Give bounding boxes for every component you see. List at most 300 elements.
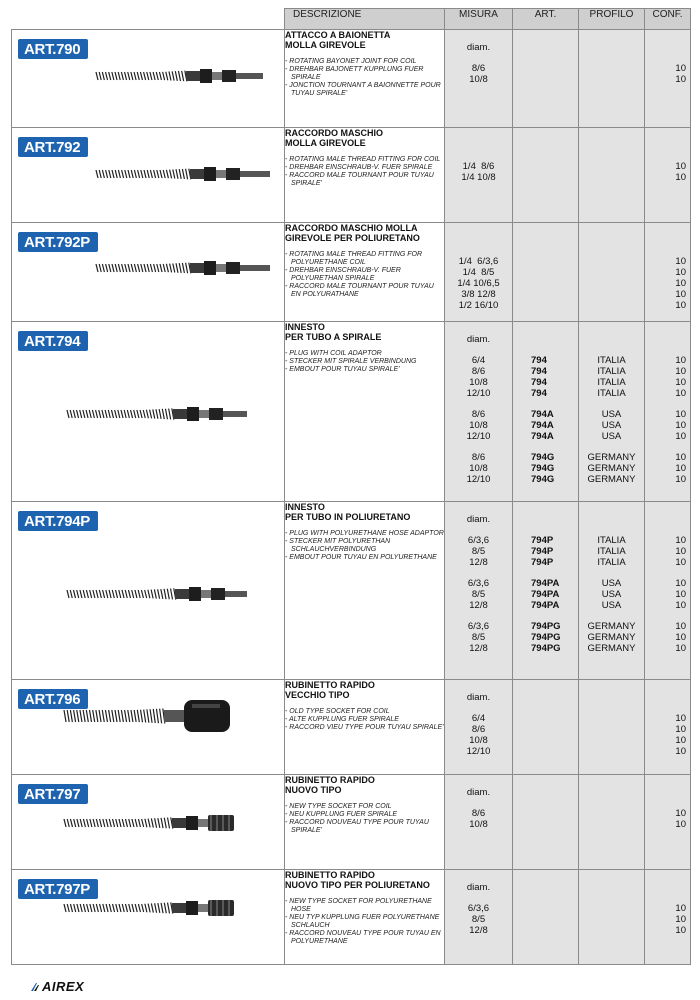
spec-group — [645, 355, 690, 399]
spec-group — [513, 256, 578, 311]
spring-coil — [92, 410, 94, 418]
header-row — [12, 9, 691, 30]
product-row — [12, 128, 691, 223]
spec-art-code: 794 — [531, 355, 547, 366]
spring-coil — [166, 72, 168, 81]
spring-coil-group — [64, 817, 173, 828]
spring-coil — [131, 170, 133, 178]
spring-coil — [70, 904, 72, 912]
spring-coil — [166, 170, 168, 178]
spring-coil — [64, 819, 66, 827]
spec-art-code: 794 — [531, 388, 547, 399]
art-code-cell — [513, 322, 579, 502]
spec-profilo: ITALIA — [597, 546, 626, 557]
art-badge: ART.796 — [18, 689, 88, 709]
spec-art-code: 794PG — [531, 632, 561, 643]
spec-conf: 10 — [675, 808, 686, 819]
spring-coil — [118, 264, 120, 272]
fitting-nut — [187, 407, 199, 421]
spring-coil — [83, 410, 85, 418]
spec-conf: 10 — [675, 643, 686, 654]
spring-coil — [80, 710, 82, 722]
spring-coil — [150, 72, 152, 80]
feature-item: - DREHBAR BAJONETT KUPPLUNG FUER SPIRALE — [285, 66, 424, 81]
brand-name: AIREX — [42, 979, 85, 994]
art-code-column — [513, 128, 578, 183]
spring-coil — [103, 904, 105, 912]
spring-coil — [86, 590, 88, 598]
diam-spacer — [513, 235, 578, 246]
spec-group — [513, 452, 578, 485]
spec-conf: 10 — [675, 161, 686, 172]
product-table — [11, 8, 691, 965]
spec-conf: 10 — [675, 632, 686, 643]
spec-art-code: 794P — [531, 535, 554, 546]
spec-group — [513, 63, 578, 85]
spring-coil — [70, 710, 72, 722]
spring-coil — [168, 903, 170, 914]
spring-coil — [156, 709, 158, 723]
spec-conf: 10 — [675, 925, 686, 936]
spec-art-code — [513, 724, 578, 735]
spec-misura: 8/6 — [471, 808, 486, 819]
spring-coil — [132, 904, 134, 912]
product-description-cell — [285, 30, 445, 128]
spec-art-code: 794 — [531, 377, 547, 388]
spec-profilo — [579, 267, 644, 278]
spring-coil — [83, 710, 85, 722]
product-row — [12, 322, 691, 502]
conf-column — [645, 502, 690, 654]
spring-coil — [127, 410, 129, 418]
spring-coil — [116, 590, 118, 598]
spec-profilo — [579, 300, 644, 311]
spec-group — [579, 63, 644, 85]
spring-coil — [93, 904, 95, 912]
spec-conf: 10 — [675, 546, 686, 557]
spec-art-code — [513, 161, 578, 172]
fitting-hex — [226, 262, 240, 274]
spec-group — [579, 808, 644, 830]
fitting-hex — [209, 408, 223, 420]
spring-coil — [112, 264, 114, 272]
spec-art-code — [513, 172, 578, 183]
conf-cell — [645, 322, 691, 502]
misura-cell — [445, 502, 513, 680]
product-image-cell — [12, 30, 285, 128]
diam-spacer — [513, 334, 578, 345]
product-description-cell — [285, 322, 445, 502]
spring-coil — [179, 169, 181, 179]
profilo-column — [579, 870, 644, 936]
product-title — [285, 502, 444, 522]
spec-misura: 12/8 — [469, 925, 488, 936]
spec-group — [445, 808, 512, 830]
feature-item: - NEU KUPPLUNG FUER SPIRALE — [285, 811, 398, 818]
product-row — [12, 30, 691, 128]
diam-spacer — [645, 334, 690, 345]
fitting-tip — [240, 171, 270, 177]
spring-coil — [96, 819, 98, 827]
spring-coil — [145, 904, 147, 912]
conf-column — [645, 680, 690, 757]
spring-coil — [143, 410, 145, 418]
spec-conf: 10 — [675, 746, 686, 757]
spec-profilo: GERMANY — [587, 463, 636, 474]
misura-column — [445, 870, 512, 936]
spec-conf: 10 — [675, 557, 686, 568]
spring-coil — [102, 170, 104, 178]
spring-coil — [186, 263, 188, 273]
spring-coil — [77, 590, 79, 598]
spring-coil — [172, 71, 174, 80]
product-row — [12, 870, 691, 965]
spring-coil — [119, 904, 121, 912]
spring-coil — [160, 170, 162, 178]
feature-item: - JONCTION TOURNANT A BAIONNETTE POUR TUYAU SPIRALE' — [285, 82, 441, 97]
spec-group — [645, 256, 690, 311]
product-title-line: MOLLA GIREVOLE — [285, 40, 366, 50]
spec-group — [579, 903, 644, 936]
profilo-column — [579, 30, 644, 85]
spec-conf: 10 — [675, 819, 686, 830]
art-code-column — [513, 870, 578, 936]
feature-list — [285, 530, 444, 562]
diam-label: diam. — [466, 787, 491, 798]
spec-group — [445, 713, 512, 757]
spec-art-code — [513, 74, 578, 85]
spring-coil — [109, 72, 111, 80]
profilo-column — [579, 322, 644, 485]
diam-spacer — [645, 42, 690, 53]
spec-profilo — [579, 256, 644, 267]
spring-coil — [115, 170, 117, 178]
feature-item: - RACCORD VIEU TYPE POUR TUYAU SPIRALE' — [285, 724, 444, 731]
spec-art-code: 794P — [531, 557, 554, 568]
conf-column — [645, 128, 690, 183]
diam-spacer — [513, 42, 578, 53]
spring-coil — [96, 590, 98, 598]
product-description-cell — [285, 223, 445, 322]
spec-conf: 10 — [675, 300, 686, 311]
fitting-neck — [212, 72, 222, 80]
spring-coil — [96, 264, 98, 272]
feature-item: - DREHBAR EINSCHRAUB-V. FUER POLYURETHAN SPIRALE — [285, 267, 401, 282]
profilo-cell — [579, 775, 645, 870]
spec-group — [445, 621, 512, 654]
product-title — [285, 322, 444, 342]
spring-coil — [125, 904, 127, 912]
fitting-neck — [199, 410, 209, 418]
spring-coil — [171, 589, 173, 600]
spec-art-code: 794A — [531, 420, 554, 431]
misura-cell — [445, 223, 513, 322]
art-code-column — [513, 30, 578, 85]
diam-spacer — [645, 787, 690, 798]
spec-group — [513, 621, 578, 654]
spec-art-code — [513, 903, 578, 914]
spring-coil — [145, 590, 147, 598]
spring-coil — [170, 264, 172, 273]
spec-misura: 8/6 — [471, 452, 486, 463]
feature-item: - RACCORD MALE TOURNANT POUR TUYAU EN POLYURATHANE — [285, 283, 434, 298]
spring-coil — [109, 710, 111, 722]
spring-coil — [100, 904, 102, 912]
spring-coil — [86, 410, 88, 418]
spec-conf: 10 — [675, 621, 686, 632]
spring-coil — [131, 710, 133, 722]
spec-conf: 10 — [675, 463, 686, 474]
product-row — [12, 502, 691, 680]
spec-art-code — [513, 746, 578, 757]
spring-coil-group — [64, 708, 165, 723]
feature-item: - ROTATING BAYONET JOINT FOR COIL — [285, 58, 417, 65]
product-title — [285, 30, 444, 50]
diam-label: diam. — [466, 882, 491, 893]
spring-coil — [129, 904, 131, 912]
product-title-line: RUBINETTO RAPIDO — [285, 870, 375, 880]
spring-coil — [153, 72, 155, 80]
spring-coil — [111, 410, 113, 418]
profilo-column — [579, 223, 644, 311]
spec-profilo: USA — [601, 600, 622, 611]
spring-coil — [150, 170, 152, 178]
spring-coil — [109, 264, 111, 272]
spring-coil — [134, 264, 136, 272]
spring-coil-group — [96, 169, 191, 180]
spec-group — [645, 808, 690, 830]
spring-coil — [135, 819, 137, 827]
spec-art-code: 794 — [531, 366, 547, 377]
spring-coil — [178, 71, 180, 81]
spec-group — [445, 63, 512, 85]
spring-coil — [145, 819, 147, 827]
spec-conf: 10 — [675, 589, 686, 600]
feature-item: - STECKER MIT POLYURETHAN SCHLAUCHVERBINDUNG — [285, 538, 391, 553]
diam-spacer — [579, 140, 644, 151]
feature-list — [285, 708, 444, 732]
header-art: ART. — [513, 9, 579, 30]
spring-coil — [73, 410, 75, 418]
spec-misura: 8/5 — [471, 546, 486, 557]
spec-profilo: USA — [601, 589, 622, 600]
product-title-line: PER TUBO A SPIRALE — [285, 332, 382, 342]
spring-coil — [138, 170, 140, 178]
art-badge: ART.792P — [18, 232, 98, 252]
spec-misura: 6/3,6 — [467, 903, 490, 914]
spec-conf: 10 — [675, 377, 686, 388]
spec-misura: 12/8 — [469, 643, 488, 654]
spring-coil — [99, 72, 101, 80]
product-image-cell — [12, 128, 285, 223]
fitting-nut — [186, 816, 198, 830]
feature-item: - ROTATING MALE THREAD FITTING FOR POLYURETHANE COIL — [285, 251, 423, 266]
spec-profilo — [579, 161, 644, 172]
spec-profilo — [579, 724, 644, 735]
spec-group — [579, 713, 644, 757]
socket-highlight — [192, 704, 220, 708]
conf-cell — [645, 30, 691, 128]
spring-coil — [96, 710, 98, 722]
spring-coil — [77, 710, 79, 722]
product-title-line: RACCORDO MASCHIO MOLLA — [285, 223, 418, 233]
spring-coil — [142, 819, 144, 827]
spec-profilo — [579, 735, 644, 746]
spring-coil — [138, 264, 140, 272]
fitting-collar — [175, 589, 189, 599]
product-image-cell — [12, 680, 285, 775]
spec-group — [645, 903, 690, 936]
spring-coil — [77, 410, 79, 418]
spring-coil — [96, 72, 98, 80]
spring-coil — [158, 589, 160, 598]
spring-coil — [122, 904, 124, 912]
spec-conf: 10 — [675, 278, 686, 289]
product-image-cell — [12, 502, 285, 680]
misura-column — [445, 502, 512, 654]
art-badge: ART.794P — [18, 511, 98, 531]
spec-profilo: USA — [601, 431, 622, 442]
spring-coil — [87, 904, 89, 912]
product-row — [12, 223, 691, 322]
spec-conf: 10 — [675, 903, 686, 914]
spring-coil — [160, 709, 162, 724]
spec-group — [445, 452, 512, 485]
diam-spacer — [579, 787, 644, 798]
spring-coil — [118, 170, 120, 178]
spec-group — [579, 409, 644, 442]
product-title — [285, 775, 444, 795]
diam-spacer — [513, 882, 578, 893]
spring-coil — [166, 264, 168, 272]
profilo-column — [579, 680, 644, 757]
spring-coil — [106, 170, 108, 178]
spring-coil — [147, 170, 149, 178]
spec-conf: 10 — [675, 74, 686, 85]
fitting-illustration — [12, 574, 282, 614]
product-row — [12, 775, 691, 870]
spring-coil — [74, 904, 76, 912]
spring-coil — [131, 410, 133, 418]
spring-coil — [159, 72, 161, 80]
fitting-hex — [226, 168, 240, 180]
spec-misura: 1/2 16/10 — [458, 300, 499, 311]
spring-coil — [122, 264, 124, 272]
spec-group — [445, 409, 512, 442]
feature-item: - PLUG WITH COIL ADAPTOR — [285, 350, 382, 357]
product-description-cell — [285, 502, 445, 680]
fitting-neck — [198, 904, 208, 912]
fitting-neck — [201, 590, 211, 598]
spring-coil — [164, 903, 166, 914]
misura-cell — [445, 30, 513, 128]
spring-coil — [112, 170, 114, 178]
header-conf: CONF. — [645, 9, 691, 30]
feature-item: - OLD TYPE SOCKET FOR COIL — [285, 708, 390, 715]
spec-conf: 10 — [675, 713, 686, 724]
spring-coil — [148, 590, 150, 598]
spec-group — [513, 713, 578, 757]
spring-coil — [156, 409, 158, 418]
diam-spacer — [645, 140, 690, 151]
diam-spacer — [513, 787, 578, 798]
spec-group — [645, 621, 690, 654]
spring-coil — [87, 819, 89, 827]
spec-art-code — [513, 914, 578, 925]
spec-group — [579, 535, 644, 568]
spring-coil — [164, 818, 166, 829]
spec-group — [579, 256, 644, 311]
spec-art-code: 794PA — [531, 589, 560, 600]
spec-misura: 8/5 — [471, 632, 486, 643]
spring-coil — [161, 589, 163, 599]
spec-art-code: 794G — [531, 474, 555, 485]
spring-coil — [159, 409, 161, 419]
product-description-cell — [285, 128, 445, 223]
spring-coil — [125, 72, 127, 80]
spring-coil — [128, 590, 130, 598]
spec-misura: 6/3,6 — [467, 578, 490, 589]
spring-coil — [125, 170, 127, 178]
spring-coil — [99, 170, 101, 178]
spring-coil — [144, 170, 146, 178]
spring-coil — [80, 590, 82, 598]
spring-coil — [74, 710, 76, 722]
product-image-cell — [12, 775, 285, 870]
spec-misura: 10/8 — [469, 463, 488, 474]
misura-cell — [445, 680, 513, 775]
spring-coil — [157, 170, 159, 178]
feature-list — [285, 58, 444, 98]
art-code-cell — [513, 775, 579, 870]
spring-coil — [100, 819, 102, 827]
spring-coil — [70, 410, 72, 418]
product-title — [285, 680, 444, 700]
spec-misura: 1/4 6/3,6 — [458, 256, 499, 267]
spring-coil — [105, 710, 107, 722]
conf-cell — [645, 775, 691, 870]
spec-misura: 6/3,6 — [467, 621, 490, 632]
spec-profilo: GERMANY — [587, 632, 636, 643]
spec-art-code — [513, 289, 578, 300]
fitting-illustration — [12, 56, 282, 96]
spec-art-code — [513, 256, 578, 267]
spec-misura: 8/6 — [471, 724, 486, 735]
spring-coil — [122, 590, 124, 598]
spec-conf: 10 — [675, 914, 686, 925]
spring-coil — [106, 904, 108, 912]
spring-coil — [74, 819, 76, 827]
spring-coil — [93, 710, 95, 722]
spec-profilo: GERMANY — [587, 474, 636, 485]
diam-label: diam. — [466, 334, 491, 345]
spring-coil — [142, 904, 144, 912]
spring-coil — [67, 590, 69, 598]
product-title-line: NUOVO TIPO — [285, 785, 342, 795]
diam-label: diam. — [466, 42, 491, 53]
fitting-nut — [189, 587, 201, 601]
spec-conf: 10 — [675, 63, 686, 74]
product-title-line: RUBINETTO RAPIDO — [285, 775, 375, 785]
spring-coil — [141, 264, 143, 272]
spring-coil — [106, 72, 108, 80]
fitting-nut — [186, 901, 198, 915]
feature-item: - ROTATING MALE THREAD FITTING FOR COIL — [285, 156, 441, 163]
spec-profilo — [579, 289, 644, 300]
spec-conf: 10 — [675, 355, 686, 366]
spring-coil — [131, 72, 133, 80]
spring-coil — [128, 170, 130, 178]
